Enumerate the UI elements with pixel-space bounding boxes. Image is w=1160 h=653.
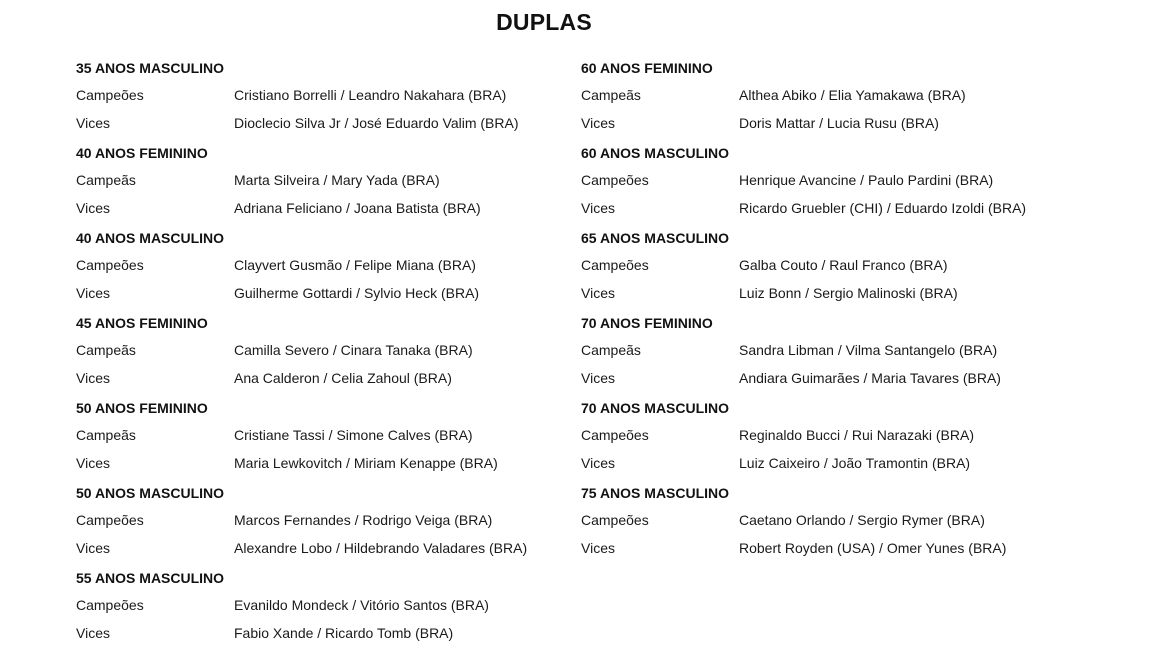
result-label: Vices xyxy=(581,284,615,301)
result-names: Marta Silveira / Mary Yada (BRA) xyxy=(234,172,440,188)
result-row xyxy=(76,337,527,365)
category-title: 70 ANOS MASCULINO xyxy=(581,400,730,416)
result-row xyxy=(76,167,527,195)
result-names: Henrique Avancine / Paulo Pardini (BRA) xyxy=(739,172,994,188)
left-column xyxy=(76,54,527,649)
result-names: Adriana Feliciano / Joana Batista (BRA) xyxy=(234,199,481,216)
result-label: Vices xyxy=(581,454,615,471)
result-label: Vices xyxy=(581,369,615,386)
result-label: Vices xyxy=(76,369,110,386)
category-section xyxy=(76,54,527,139)
result-row xyxy=(581,365,1026,393)
category-section xyxy=(581,54,1026,139)
result-names: Evanildo Mondeck / Vitório Santos (BRA) xyxy=(234,597,489,613)
result-names: Cristiane Tassi / Simone Calves (BRA) xyxy=(234,427,473,443)
result-row xyxy=(76,82,527,110)
result-label: Campeões xyxy=(581,172,649,188)
result-names: Marcos Fernandes / Rodrigo Veiga (BRA) xyxy=(234,512,493,528)
result-label: Campeões xyxy=(76,87,144,103)
category-section xyxy=(581,479,1026,564)
category-section xyxy=(581,309,1026,394)
category-section xyxy=(76,479,527,564)
category-title: 45 ANOS FEMININO xyxy=(76,315,208,331)
result-row xyxy=(76,195,527,223)
result-label: Vices xyxy=(76,539,110,556)
category-title: 50 ANOS MASCULINO xyxy=(76,485,225,501)
result-names: Camilla Severo / Cinara Tanaka (BRA) xyxy=(234,342,473,358)
right-column xyxy=(581,54,1026,564)
result-names: Maria Lewkovitch / Miriam Kenappe (BRA) xyxy=(234,454,498,471)
category-title: 60 ANOS FEMININO xyxy=(581,60,713,76)
result-label: Campeões xyxy=(76,512,144,528)
result-label: Vices xyxy=(76,114,110,131)
result-names: Guilherme Gottardi / Sylvio Heck (BRA) xyxy=(234,284,480,301)
result-names: Galba Couto / Raul Franco (BRA) xyxy=(739,257,948,273)
result-names: Fabio Xande / Ricardo Tomb (BRA) xyxy=(234,624,454,641)
result-label: Campeões xyxy=(76,597,144,613)
result-label: Vices xyxy=(76,454,110,471)
result-row xyxy=(581,535,1026,563)
result-label: Vices xyxy=(581,199,615,216)
category-title: 55 ANOS MASCULINO xyxy=(76,570,225,586)
result-label: Campeões xyxy=(581,257,649,273)
result-label: Vices xyxy=(76,199,110,216)
category-title: 70 ANOS FEMININO xyxy=(581,315,713,331)
result-names: Luiz Caixeiro / João Tramontin (BRA) xyxy=(739,454,971,471)
result-label: Campeãs xyxy=(581,87,641,103)
result-row xyxy=(76,422,527,450)
category-title: 40 ANOS FEMININO xyxy=(76,145,208,161)
result-row xyxy=(581,422,1026,450)
result-row xyxy=(76,110,527,138)
result-row xyxy=(581,195,1026,223)
result-row xyxy=(76,252,527,280)
result-row xyxy=(581,450,1026,478)
result-label: Campeãs xyxy=(581,342,641,358)
category-title: 60 ANOS MASCULINO xyxy=(581,145,730,161)
result-label: Vices xyxy=(76,284,110,301)
result-names: Dioclecio Silva Jr / José Eduardo Valim (BRA) xyxy=(234,114,519,131)
category-section xyxy=(581,224,1026,309)
result-row xyxy=(581,280,1026,308)
category-section xyxy=(76,139,527,224)
result-row xyxy=(76,365,527,393)
result-row xyxy=(76,450,527,478)
result-names: Sandra Libman / Vilma Santangelo (BRA) xyxy=(739,342,998,358)
category-title: 65 ANOS MASCULINO xyxy=(581,230,730,246)
category-section xyxy=(76,394,527,479)
result-row xyxy=(581,337,1026,365)
result-names: Alexandre Lobo / Hildebrando Valadares (BRA) xyxy=(234,539,528,556)
result-row xyxy=(581,167,1026,195)
result-names: Ana Calderon / Celia Zahoul (BRA) xyxy=(234,369,452,386)
category-section xyxy=(581,394,1026,479)
result-label: Vices xyxy=(581,539,615,556)
result-names: Cristiano Borrelli / Leandro Nakahara (BRA) xyxy=(234,87,507,103)
result-names: Ricardo Gruebler (CHI) / Eduardo Izoldi (BRA) xyxy=(739,199,1027,216)
result-row xyxy=(581,82,1026,110)
page-title: DUPLAS xyxy=(496,9,592,35)
result-names: Caetano Orlando / Sergio Rymer (BRA) xyxy=(739,512,985,528)
result-label: Campeãs xyxy=(76,427,136,443)
result-names: Andiara Guimarães / Maria Tavares (BRA) xyxy=(739,369,1001,386)
category-section xyxy=(76,564,527,649)
category-title: 40 ANOS MASCULINO xyxy=(76,230,225,246)
result-label: Vices xyxy=(76,624,110,641)
result-label: Campeões xyxy=(581,512,649,528)
result-row xyxy=(581,252,1026,280)
category-title: 50 ANOS FEMININO xyxy=(76,400,208,416)
result-label: Campeões xyxy=(581,427,649,443)
result-label: Campeões xyxy=(76,257,144,273)
result-row xyxy=(76,592,527,620)
result-names: Robert Royden (USA) / Omer Yunes (BRA) xyxy=(739,539,1007,556)
result-row xyxy=(76,280,527,308)
category-title: 75 ANOS MASCULINO xyxy=(581,485,730,501)
result-label: Campeãs xyxy=(76,172,136,188)
category-title: 35 ANOS MASCULINO xyxy=(76,60,225,76)
result-names: Clayvert Gusmão / Felipe Miana (BRA) xyxy=(234,257,476,273)
result-names: Doris Mattar / Lucia Rusu (BRA) xyxy=(739,114,939,131)
result-names: Reginaldo Bucci / Rui Narazaki (BRA) xyxy=(739,427,974,443)
result-row xyxy=(76,507,527,535)
category-section xyxy=(76,309,527,394)
result-row xyxy=(581,507,1026,535)
category-section xyxy=(581,139,1026,224)
result-label: Vices xyxy=(581,114,615,131)
result-row xyxy=(581,110,1026,138)
result-row xyxy=(76,535,527,563)
result-row xyxy=(76,620,527,648)
category-section xyxy=(76,224,527,309)
result-names: Luiz Bonn / Sergio Malinoski (BRA) xyxy=(739,284,958,301)
result-label: Campeãs xyxy=(76,342,136,358)
result-names: Althea Abiko / Elia Yamakawa (BRA) xyxy=(739,87,966,103)
